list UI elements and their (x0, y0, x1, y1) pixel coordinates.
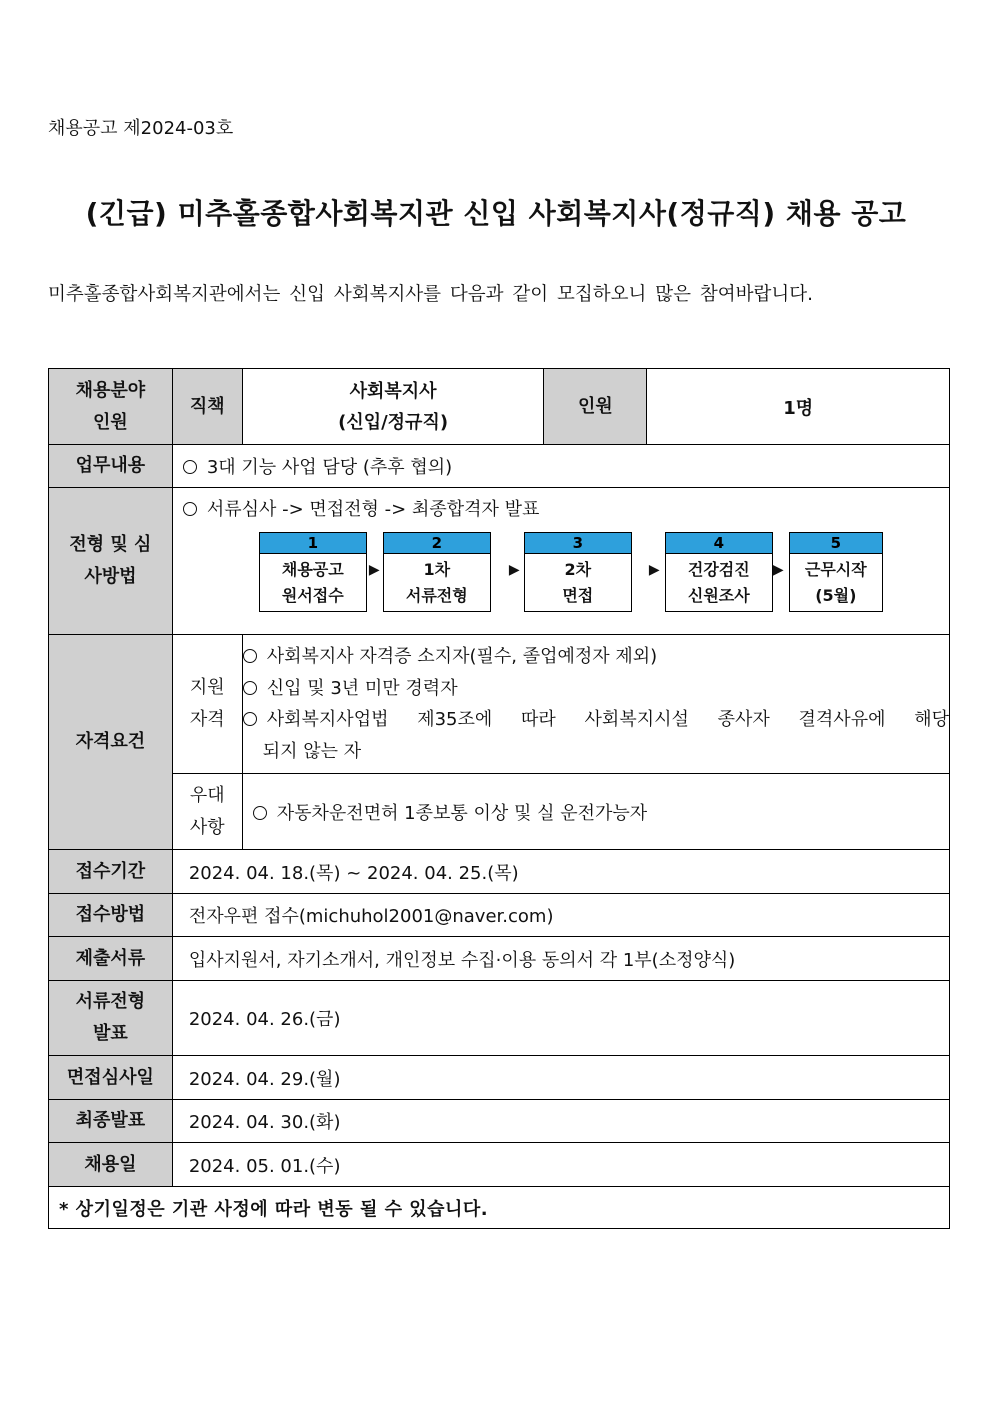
doc-result-header: 서류전형 발표 (49, 981, 173, 1056)
step-box-2: 2 1차 서류전형 (383, 532, 491, 612)
method-value: 전자우편 접수(michuhol2001@naver.com) (172, 894, 949, 937)
row-hire-date (49, 1143, 950, 1187)
row-footnote (49, 1187, 950, 1229)
step-box-1: 1 채용공고 원서접수 (259, 532, 367, 612)
step-box-4: 4 건강검진 신원조사 (665, 532, 773, 612)
footnote: * 상기일정은 기관 사정에 따라 변동 될 수 있습니다. (49, 1187, 950, 1229)
arrow-right-icon: ▶ (772, 562, 784, 578)
page-title: (긴급) 미추홀종합사회복지관 신입 사회복지사(정규직) 채용 공고 (85, 197, 907, 230)
row-final (49, 1100, 950, 1143)
notice-number: 채용공고 제2024-03호 (48, 118, 234, 139)
circle-bullet-icon (243, 681, 257, 695)
documents-header: 제출서류 (49, 937, 173, 981)
circle-bullet-icon (243, 649, 257, 663)
hire-date-value: 2024. 05. 01.(수) (172, 1143, 949, 1187)
row-eligibility (49, 635, 950, 774)
interview-value: 2024. 04. 29.(월) (172, 1056, 949, 1100)
field-header: 채용분야 인원 (49, 369, 173, 445)
doc-result-value: 2024. 04. 26.(금) (172, 981, 949, 1056)
row-selection (49, 488, 950, 635)
documents-value: 입사지원서, 자기소개서, 개인정보 수집·이용 동의서 각 1부(소정양식) (172, 937, 949, 981)
position-header: 직책 (172, 369, 242, 445)
circle-bullet-icon (183, 502, 197, 516)
selection-value (172, 488, 949, 635)
qualification-header: 자격요건 (49, 635, 173, 850)
final-value: 2024. 04. 30.(화) (172, 1100, 949, 1143)
period-header: 접수기간 (49, 850, 173, 894)
selection-header: 전형 및 심 사방법 (49, 488, 173, 635)
circle-bullet-icon (183, 460, 197, 474)
selection-summary: 서류심사 -> 면접전형 -> 최종합격자 발표 (206, 499, 540, 520)
row-duties (49, 445, 950, 488)
period-value: 2024. 04. 18.(목) ~ 2024. 04. 25.(목) (172, 850, 949, 894)
interview-header: 면접심사일 (49, 1056, 173, 1100)
row-method (49, 894, 950, 937)
arrow-right-icon: ▶ (648, 562, 660, 578)
row-documents (49, 937, 950, 981)
eligibility-list: 사회복지사 자격증 소지자(필수, 졸업예정자 제외) 신입 및 3년 미만 경력자 사회복지사업법 제35조에 따라 사회복지시설 종사자 결격사유에 해당 되지 않는 자 (242, 635, 949, 774)
hire-date-header: 채용일 (49, 1143, 173, 1187)
selection-flow (259, 532, 949, 624)
row-doc-result (49, 981, 950, 1056)
recruitment-table (48, 368, 950, 1229)
step-box-3: 3 2차 면접 (524, 532, 632, 612)
step-box-5: 5 근무시작 (5월) (789, 532, 883, 612)
preference-value: 자동차운전면허 1종보통 이상 및 실 운전가능자 (242, 774, 949, 850)
position-value: 사회복지사 (신입/정규직) (242, 369, 544, 445)
row-interview (49, 1056, 950, 1100)
duties-header: 업무내용 (49, 445, 173, 488)
circle-bullet-icon (253, 806, 267, 820)
duties-value: 3대 기능 사업 담당 (추후 협의) (172, 445, 949, 488)
arrow-right-icon: ▶ (368, 562, 380, 578)
count-header: 인원 (544, 369, 647, 445)
circle-bullet-icon (243, 712, 257, 726)
arrow-right-icon: ▶ (508, 562, 520, 578)
row-preference (49, 774, 950, 850)
method-header: 접수방법 (49, 894, 173, 937)
count-value: 1명 (647, 369, 950, 445)
preference-header: 우대 사항 (172, 774, 242, 850)
final-header: 최종발표 (49, 1100, 173, 1143)
row-period (49, 850, 950, 894)
eligibility-header: 지원 자격 (172, 635, 242, 774)
row-field (49, 369, 950, 445)
intro-text: 미추홀종합사회복지관에서는 신입 사회복지사를 다음과 같이 모집하오니 많은 참여바랍니다. (48, 284, 814, 305)
